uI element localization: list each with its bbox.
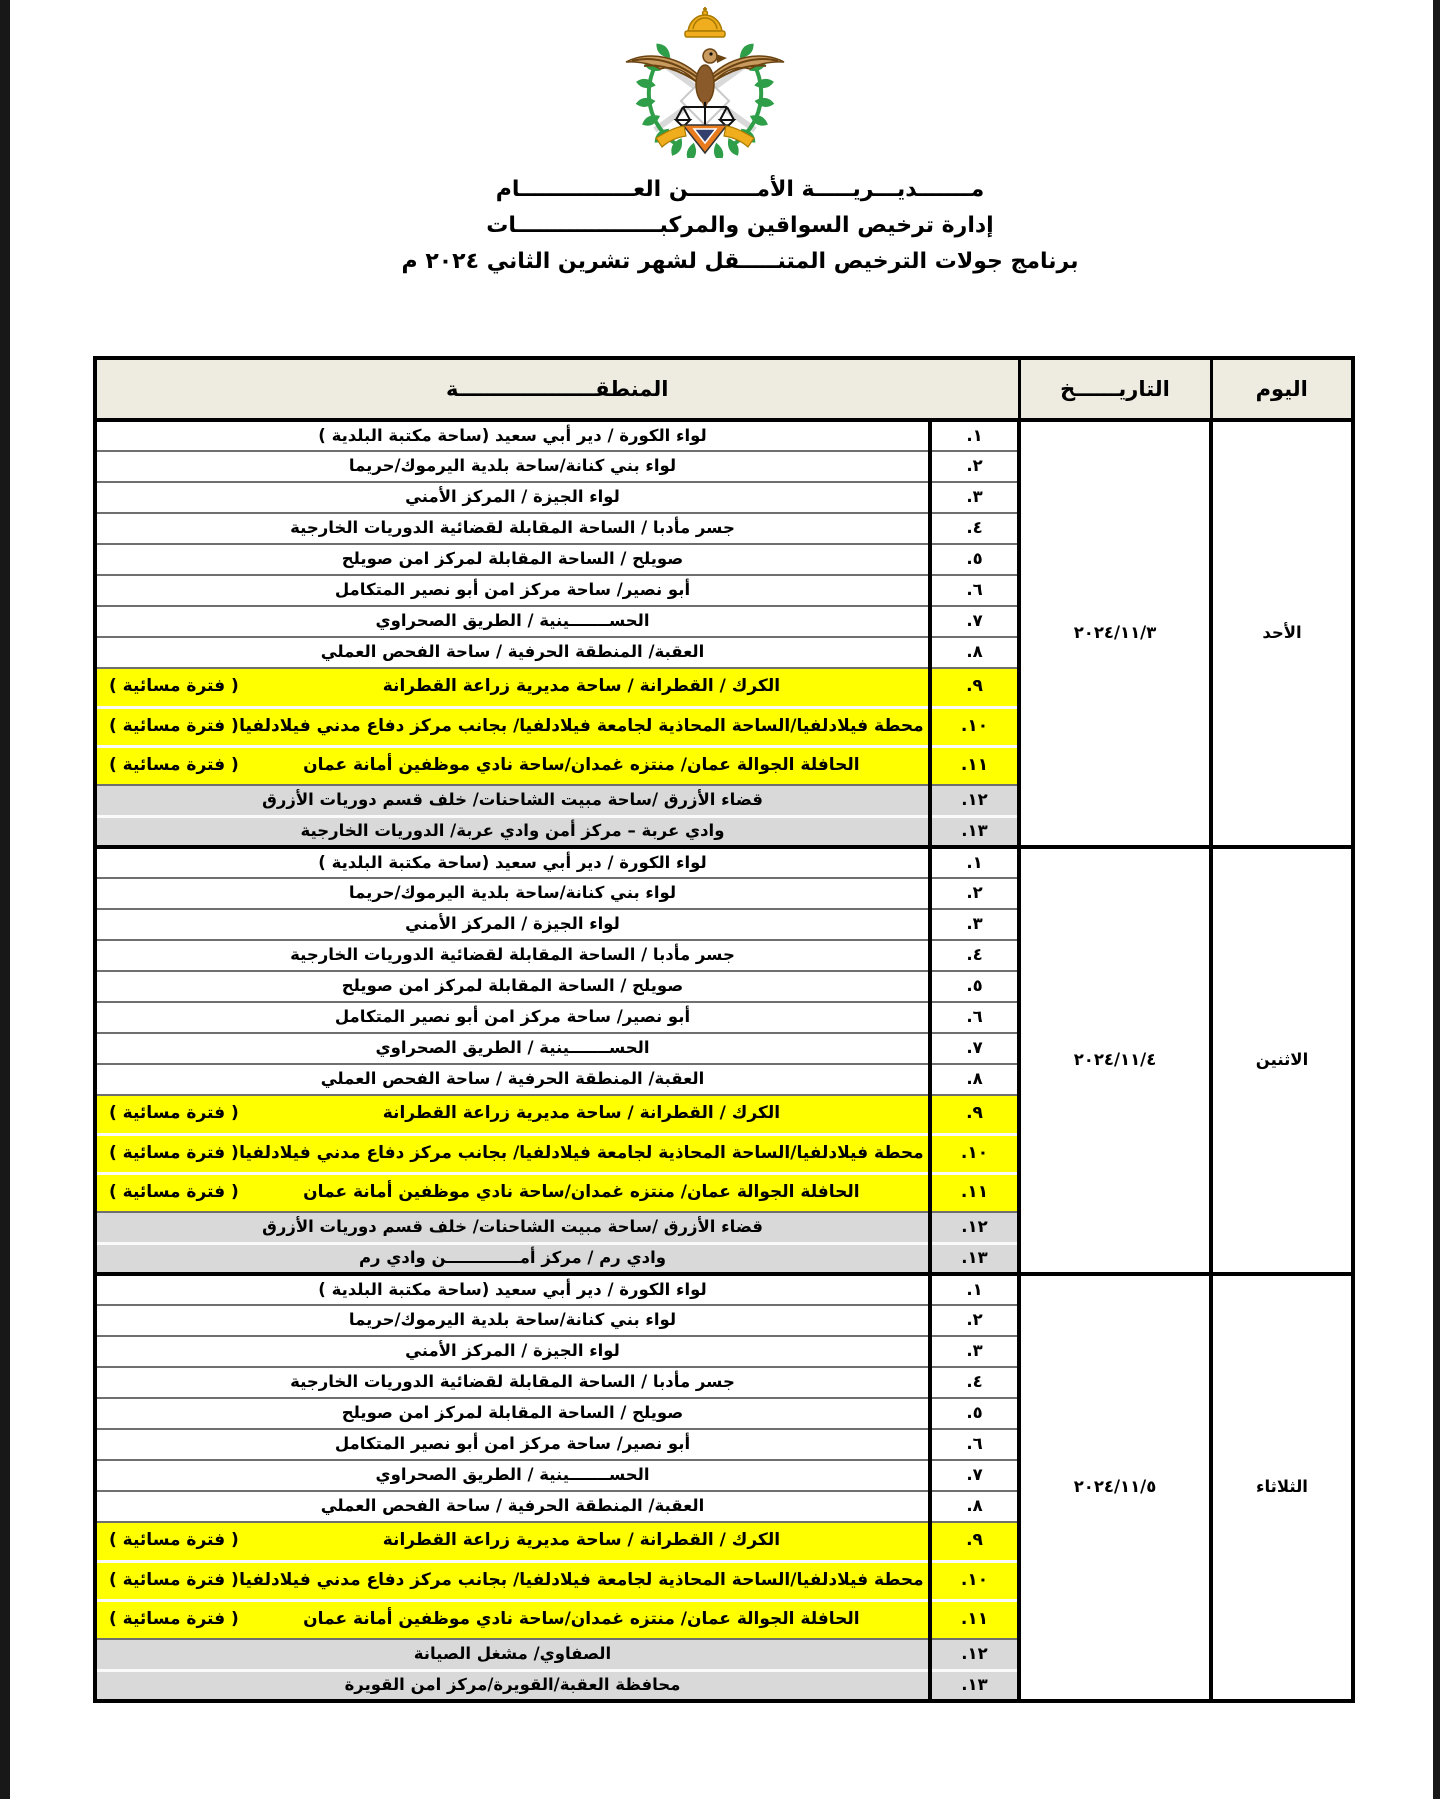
row-number-cell — [930, 1095, 1019, 1134]
row-number: .١٠ — [960, 1569, 989, 1590]
row-number-cell — [930, 1243, 1019, 1274]
public-security-emblem-logo — [600, 6, 810, 158]
col-header-area: المنطقـــــــــــــــــــة — [95, 358, 1019, 420]
row-number-cell — [930, 1561, 1019, 1600]
col-header-day: اليوم — [1211, 358, 1353, 420]
day-cell: الثلاثاء — [1211, 1274, 1353, 1701]
area-cell: قضاء الأزرق /ساحة مبيت الشاحنات/ خلف قسم دوريات الأزرق — [95, 785, 930, 816]
evening-row-wrap — [101, 1531, 924, 1551]
row-number-cell — [930, 1367, 1019, 1398]
row-number: .٧ — [966, 611, 983, 631]
row-number: .٢ — [966, 456, 983, 476]
page-edge-left — [0, 0, 10, 1799]
schedule-row — [95, 1274, 1353, 1305]
row-number-cell — [930, 1460, 1019, 1491]
area-cell: صويلح / الساحة المقابلة لمركز امن صويلح — [95, 1398, 930, 1429]
date-value: ٢٠٢٤/١١/٣ — [1073, 623, 1157, 643]
area-cell — [95, 1522, 930, 1561]
document-titles — [40, 172, 1440, 280]
row-number: .٨ — [966, 1069, 983, 1089]
evening-row-wrap — [101, 1104, 924, 1124]
evening-period-label: ( فترة مسائية ) — [108, 1608, 239, 1629]
row-number-cell — [930, 785, 1019, 816]
area-cell: قضاء الأزرق /ساحة مبيت الشاحنات/ خلف قسم دوريات الأزرق — [95, 1212, 930, 1243]
area-text: محطة فيلادلفيا/الساحة المحاذية لجامعة فيلادلفيا/ بجانب مركز دفاع مدني فيلادلفيا — [239, 1142, 924, 1163]
row-number-cell — [930, 544, 1019, 575]
evening-period-label: ( فترة مسائية ) — [108, 1142, 239, 1163]
row-number-cell — [930, 707, 1019, 746]
row-number: .١ — [966, 1279, 983, 1299]
row-number: .٥ — [966, 1403, 983, 1423]
evening-row-wrap — [101, 1144, 924, 1164]
row-number: .١٢ — [961, 1216, 988, 1236]
area-cell: العقبة/ المنطقة الحرفية / ساحة الفحص العملي — [95, 1064, 930, 1095]
row-number: .١ — [966, 425, 983, 445]
table-header-row — [95, 358, 1353, 420]
row-number-cell — [930, 637, 1019, 668]
row-number: .٣ — [966, 914, 983, 934]
row-number-cell — [930, 1429, 1019, 1460]
row-number-cell — [930, 1212, 1019, 1243]
area-cell: لواء الكورة / دير أبي سعيد (ساحة مكتبة البلدية ) — [95, 420, 930, 451]
row-number-cell — [930, 816, 1019, 847]
area-cell: وادي عربة – مركز أمن وادي عربة/ الدوريات الخارجية — [95, 816, 930, 847]
area-cell: لواء الجيزة / المركز الأمني — [95, 909, 930, 940]
row-number: .١٠ — [960, 1142, 989, 1163]
row-number-cell — [930, 909, 1019, 940]
evening-row-wrap — [101, 1571, 924, 1591]
evening-period-label: ( فترة مسائية ) — [108, 1181, 239, 1202]
area-cell — [95, 1561, 930, 1600]
row-number: .٦ — [966, 1007, 983, 1027]
title-department: إدارة ترخيص السواقين والمركبـــــــــــــــــــات — [486, 213, 994, 238]
row-number-cell — [930, 451, 1019, 482]
row-number-cell — [930, 1064, 1019, 1095]
row-number: .١٣ — [961, 1674, 988, 1694]
row-number-cell — [930, 482, 1019, 513]
area-cell — [95, 746, 930, 785]
row-number-cell — [930, 971, 1019, 1002]
row-number: .٣ — [966, 487, 983, 507]
row-number: .٦ — [966, 580, 983, 600]
schedule-row — [95, 420, 1353, 451]
area-cell — [95, 1095, 930, 1134]
row-number-cell — [930, 1491, 1019, 1522]
row-number: .٧ — [966, 1038, 983, 1058]
area-cell: جسر مأدبا / الساحة المقابلة لقضائية الدوريات الخارجية — [95, 1367, 930, 1398]
row-number-cell — [930, 1670, 1019, 1701]
area-text: الحافلة الجوالة عمان/ منتزه غمدان/ساحة نادي موظفين أمانة عمان — [303, 754, 860, 775]
area-cell: محافظة العقبة/القويرة/مركز امن القويرة — [95, 1670, 930, 1701]
date-cell — [1019, 847, 1211, 1274]
day-cell: الأحد — [1211, 420, 1353, 847]
area-text: محطة فيلادلفيا/الساحة المحاذية لجامعة فيلادلفيا/ بجانب مركز دفاع مدني فيلادلفيا — [239, 1569, 924, 1590]
row-number-cell — [930, 847, 1019, 878]
area-text: الحافلة الجوالة عمان/ منتزه غمدان/ساحة نادي موظفين أمانة عمان — [303, 1181, 860, 1202]
row-number-cell — [930, 1639, 1019, 1670]
row-number-cell — [930, 746, 1019, 785]
row-number: .٢ — [966, 1310, 983, 1330]
evening-period-label: ( فترة مسائية ) — [108, 715, 239, 736]
title-directorate: مـــــــديـــريـــــة الأمـــــــــن العـــــــــــــــام — [495, 177, 985, 202]
row-number: .٣ — [966, 1341, 983, 1361]
area-text: الحافلة الجوالة عمان/ منتزه غمدان/ساحة نادي موظفين أمانة عمان — [303, 1608, 860, 1629]
row-number: .٢ — [966, 883, 983, 903]
area-cell: صويلح / الساحة المقابلة لمركز امن صويلح — [95, 971, 930, 1002]
row-number-cell — [930, 1305, 1019, 1336]
row-number-cell — [930, 575, 1019, 606]
row-number-cell — [930, 1522, 1019, 1561]
area-cell: لواء الجيزة / المركز الأمني — [95, 482, 930, 513]
area-text: الكرك / القطرانة / ساحة مديرية زراعة القطرانة — [382, 676, 781, 697]
area-cell: لواء الجيزة / المركز الأمني — [95, 1336, 930, 1367]
row-number: .٩ — [966, 676, 983, 697]
area-cell: لواء بني كنانة/ساحة بلدية اليرموك/حريما — [95, 1305, 930, 1336]
evening-row-wrap — [101, 717, 924, 737]
date-value: ٢٠٢٤/١١/٤ — [1073, 1050, 1157, 1070]
row-number: .٨ — [966, 642, 983, 662]
area-cell: وادي رم / مركز أمـــــــــــــن وادي رم — [95, 1243, 930, 1274]
row-number-cell — [930, 1033, 1019, 1064]
row-number: .٥ — [966, 976, 983, 996]
row-number: .١١ — [960, 1181, 989, 1202]
area-text: الكرك / القطرانة / ساحة مديرية زراعة القطرانة — [382, 1530, 781, 1551]
row-number: .١٣ — [961, 820, 988, 840]
row-number-cell — [930, 1002, 1019, 1033]
row-number: .٤ — [966, 945, 983, 965]
row-number-cell — [930, 1398, 1019, 1429]
crown-icon — [685, 7, 725, 37]
area-cell — [95, 1134, 930, 1173]
row-number: .٦ — [966, 1434, 983, 1454]
area-cell — [95, 668, 930, 707]
schedule-row — [95, 847, 1353, 878]
area-cell: أبو نصير/ ساحة مركز امن أبو نصير المتكامل — [95, 1429, 930, 1460]
schedule-table — [93, 356, 1355, 1703]
area-cell: صويلح / الساحة المقابلة لمركز امن صويلح — [95, 544, 930, 575]
date-value: ٢٠٢٤/١١/٥ — [1073, 1477, 1157, 1497]
area-cell: أبو نصير/ ساحة مركز امن أبو نصير المتكامل — [95, 575, 930, 606]
row-number: .٤ — [966, 518, 983, 538]
row-number: .١٣ — [961, 1247, 988, 1267]
area-cell: الصفاوي/ مشغل الصيانة — [95, 1639, 930, 1670]
row-number: .٩ — [966, 1530, 983, 1551]
row-number: .١٢ — [961, 789, 988, 809]
day-cell: الاثنين — [1211, 847, 1353, 1274]
row-number: .١١ — [960, 1608, 989, 1629]
area-text: محطة فيلادلفيا/الساحة المحاذية لجامعة فيلادلفيا/ بجانب مركز دفاع مدني فيلادلفيا — [239, 715, 924, 736]
area-cell: جسر مأدبا / الساحة المقابلة لقضائية الدوريات الخارجية — [95, 940, 930, 971]
area-cell: لواء بني كنانة/ساحة بلدية اليرموك/حريما — [95, 451, 930, 482]
row-number-cell — [930, 1173, 1019, 1212]
area-cell: الحســـــــينية / الطريق الصحراوي — [95, 1033, 930, 1064]
area-text: الكرك / القطرانة / ساحة مديرية زراعة القطرانة — [382, 1103, 781, 1124]
date-cell — [1019, 1274, 1211, 1701]
row-number-cell — [930, 420, 1019, 451]
evening-row-wrap — [101, 756, 924, 776]
emblem-svg — [600, 6, 810, 158]
title-program: برنامج جولات الترخيص المتنـــــقل لشهر تشرين الثاني ٢٠٢٤ م — [401, 249, 1079, 274]
row-number: .١ — [966, 852, 983, 872]
row-number: .١١ — [960, 754, 989, 775]
row-number: .٥ — [966, 549, 983, 569]
row-number-cell — [930, 1336, 1019, 1367]
area-cell: الحســـــــينية / الطريق الصحراوي — [95, 606, 930, 637]
area-cell: جسر مأدبا / الساحة المقابلة لقضائية الدوريات الخارجية — [95, 513, 930, 544]
evening-period-label: ( فترة مسائية ) — [108, 1569, 239, 1590]
row-number-cell — [930, 668, 1019, 707]
evening-period-label: ( فترة مسائية ) — [108, 676, 239, 697]
col-header-date: التاريــــــخ — [1019, 358, 1211, 420]
row-number-cell — [930, 606, 1019, 637]
row-number-cell — [930, 1134, 1019, 1173]
row-number: .٩ — [966, 1103, 983, 1124]
row-number-cell — [930, 878, 1019, 909]
evening-period-label: ( فترة مسائية ) — [108, 1530, 239, 1551]
area-cell: العقبة/ المنطقة الحرفية / ساحة الفحص العملي — [95, 1491, 930, 1522]
row-number-cell — [930, 1600, 1019, 1639]
row-number: .٤ — [966, 1372, 983, 1392]
evening-row-wrap — [101, 677, 924, 697]
area-cell — [95, 707, 930, 746]
row-number: .٨ — [966, 1496, 983, 1516]
area-cell: العقبة/ المنطقة الحرفية / ساحة الفحص العملي — [95, 637, 930, 668]
area-cell — [95, 1600, 930, 1639]
row-number-cell — [930, 940, 1019, 971]
area-cell: الحســـــــينية / الطريق الصحراوي — [95, 1460, 930, 1491]
evening-period-label: ( فترة مسائية ) — [108, 1103, 239, 1124]
area-cell: لواء الكورة / دير أبي سعيد (ساحة مكتبة البلدية ) — [95, 847, 930, 878]
row-number: .٧ — [966, 1465, 983, 1485]
row-number-cell — [930, 1274, 1019, 1305]
area-cell: أبو نصير/ ساحة مركز امن أبو نصير المتكامل — [95, 1002, 930, 1033]
row-number: .١٢ — [961, 1643, 988, 1663]
row-number-cell — [930, 513, 1019, 544]
evening-row-wrap — [101, 1610, 924, 1630]
area-cell: لواء الكورة / دير أبي سعيد (ساحة مكتبة البلدية ) — [95, 1274, 930, 1305]
evening-period-label: ( فترة مسائية ) — [108, 754, 239, 775]
row-number: .١٠ — [960, 715, 989, 736]
area-cell — [95, 1173, 930, 1212]
area-cell: لواء بني كنانة/ساحة بلدية اليرموك/حريما — [95, 878, 930, 909]
date-cell — [1019, 420, 1211, 847]
evening-row-wrap — [101, 1183, 924, 1203]
